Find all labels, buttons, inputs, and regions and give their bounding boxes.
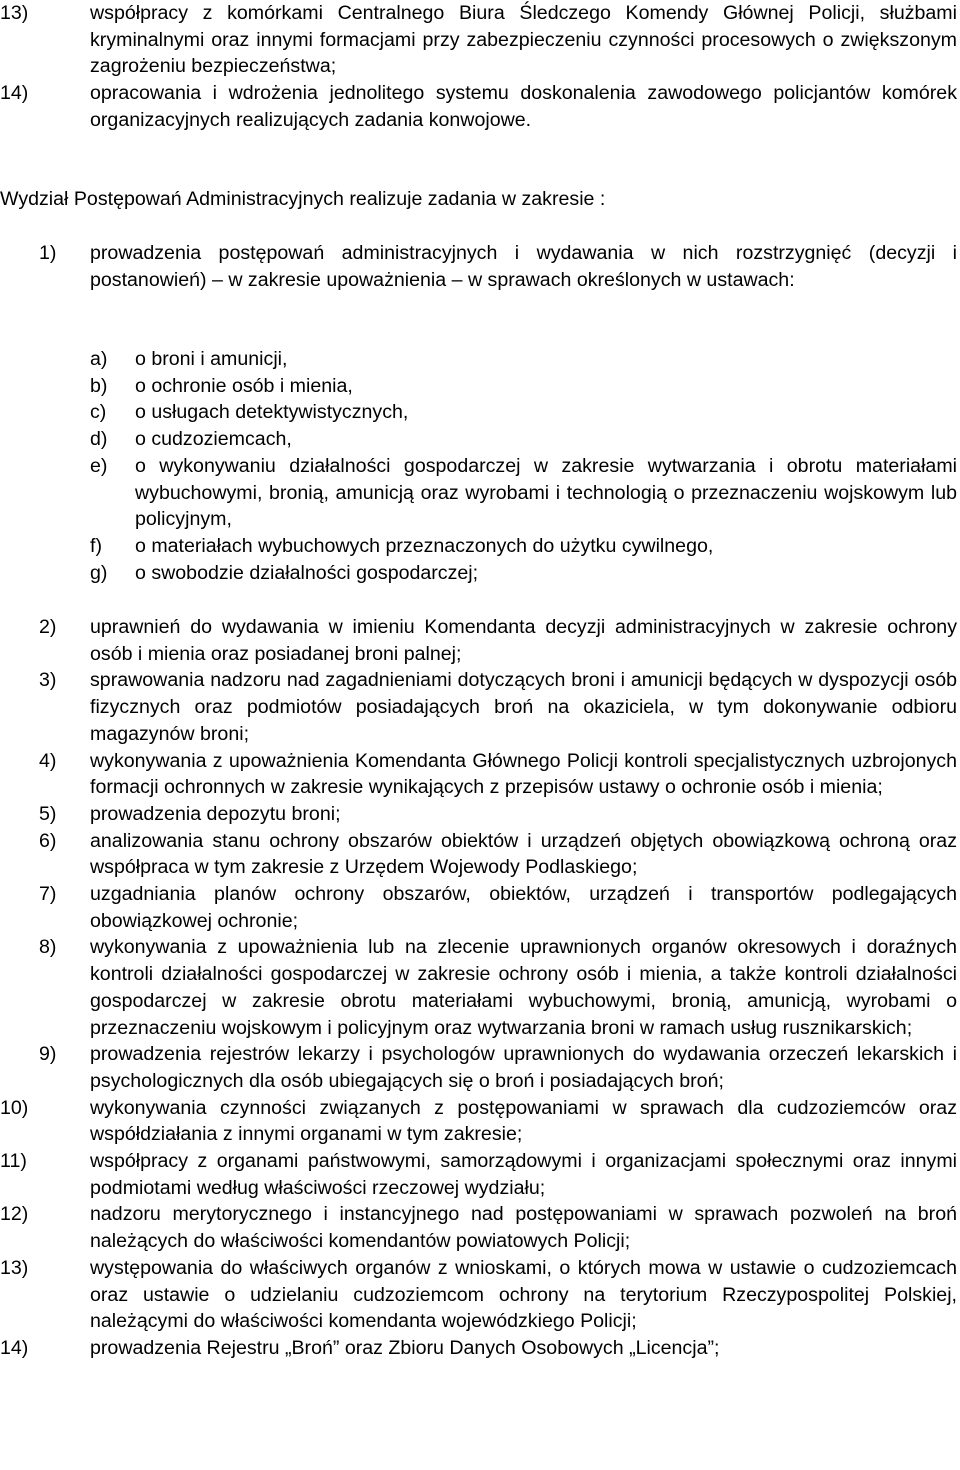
list-item	[0, 80, 958, 133]
item-text: występowania do właściwych organów z wnioskami, o których mowa w ustawie o cudzoziemcach oraz ustawie o udzielaniu cudzoziemcom ochrony na terytorium Rzeczypospolitej Polskiej, należącymi do właściwości komendanta wojewódzkiego Policji;	[90, 1256, 957, 1333]
item-text: prowadzenia postępowań administracyjnych i wydawania w nich rozstrzygnięć (decyzji i postanowień) – w zakresie upoważnienia – w sprawach określonych w ustawach:	[90, 242, 957, 291]
section-intro: Wydział Postępowań Administracyjnych realizuje zadania w zakresie :	[0, 188, 606, 210]
item-number: 12)	[0, 1203, 29, 1226]
item-number: 5)	[39, 802, 57, 825]
sub-text: o materiałach wybuchowych przeznaczonych do użytku cywilnego,	[135, 534, 714, 557]
sub-letter: e)	[90, 454, 108, 477]
item-number: 9)	[39, 1043, 57, 1066]
item-number: 10)	[0, 1096, 29, 1119]
item-number: 8)	[39, 936, 57, 959]
list-item	[0, 828, 958, 881]
item-text: współpracy z komórkami Centralnego Biura Śledczego Komendy Głównej Policji, służbami kryminalnymi oraz innymi formacjami przy zabezpieczeniu czynności procesowych o zwiększonym zagrożeniu bezpieczeństwa;	[90, 2, 957, 78]
sub-text: o wykonywaniu działalności gospodarczej w zakresie wytwarzania i obrotu materiałami wybuchowymi, bronią, amunicją oraz wyrobami i technologią o przeznaczeniu wojskowym lub policyjnym,	[135, 454, 957, 531]
item-number: 14)	[0, 82, 29, 105]
item-text: wykonywania z upoważnienia lub na zlecenie uprawnionych organów okresowych i doraźnych kontroli działalności gospodarczej w zakresie ochrony osób i mienia, a także kontroli działalności gospodarczej w zakresie obrotu materiałami wybuchowymi, bronią, amunicją, wyrobami o przeznaczeniu wojskowym i policyjnym oraz wytwarzania broni w ramach usług rusznikarskich;	[90, 936, 957, 1039]
sub-letter: c)	[90, 401, 107, 424]
sub-list-item	[0, 560, 958, 587]
sub-letter: d)	[90, 428, 108, 451]
list-item	[0, 1255, 958, 1335]
list-item	[0, 240, 958, 293]
main-numbered-list	[0, 614, 958, 1362]
item-text: analizowania stanu ochrony obszarów obiektów i urządzeń objętych obowiązkową ochroną oraz współpraca w tym zakresie z Urzędem Wojewody Podlaskiego;	[90, 829, 957, 879]
sub-letter: a)	[90, 348, 108, 370]
item-number: 11)	[0, 1150, 27, 1173]
list-item	[0, 1041, 958, 1094]
sub-list-item	[0, 426, 958, 453]
top-numbered-list	[0, 0, 958, 134]
sub-text: o ochronie osób i mienia,	[135, 374, 353, 397]
sub-list-item	[0, 399, 958, 426]
list-item	[0, 1148, 958, 1201]
list-item	[0, 1335, 958, 1362]
list-item	[0, 667, 958, 747]
sub-text: o usługach detektywistycznych,	[135, 401, 409, 424]
item-number: 13)	[0, 1256, 29, 1279]
item-number: 7)	[39, 883, 57, 906]
sub-letter: b)	[90, 374, 108, 397]
item-text: prowadzenia depozytu broni;	[90, 802, 341, 825]
item-number: 1)	[39, 242, 57, 264]
list-item	[0, 801, 958, 828]
item-text: prowadzenia Rejestru „Broń” oraz Zbioru Danych Osobowych „Licencja”;	[90, 1336, 720, 1359]
list-item	[0, 881, 958, 934]
sub-text: o cudzoziemcach,	[135, 428, 292, 451]
item-text: uzgadniania planów ochrony obszarów, obiektów, urządzeń i transportów podlegających obowiązkowej ochronie;	[90, 883, 957, 932]
sub-list-item	[0, 453, 958, 533]
list-item	[0, 1095, 958, 1148]
item-number: 4)	[39, 749, 57, 772]
list-item	[0, 748, 958, 801]
item-number: 2)	[39, 616, 57, 638]
sub-list-item	[0, 373, 958, 400]
item-text: opracowania i wdrożenia jednolitego systemu doskonalenia zawodowego policjantów komórek organizacyjnych realizujących zadania konwojowe.	[90, 82, 957, 131]
sub-letter: f)	[90, 534, 102, 557]
list-item	[0, 0, 958, 80]
sub-letter: g)	[90, 561, 108, 584]
item-text: prowadzenia rejestrów lekarzy i psychologów uprawnionych do wydawania orzeczeń lekarskich i psychologicznych dla osób ubiegających się o broń i posiadających broń;	[90, 1043, 957, 1092]
item-number: 6)	[39, 829, 57, 852]
sub-list-item	[0, 346, 958, 373]
item-text: wykonywania z upoważnienia Komendanta Głównego Policji kontroli specjalistycznych uzbrojonych formacji ochronnych w zakresie wynikających z przepisów ustawy o ochronie osób i mienia;	[90, 749, 957, 799]
list-item	[0, 1201, 958, 1254]
item-number: 13)	[0, 2, 29, 24]
sub-list-item	[0, 533, 958, 560]
item-text: współpracy z organami państwowymi, samorządowymi i organizacjami społecznymi oraz innymi podmiotami według właściwości rzeczowej wydziału;	[90, 1150, 957, 1199]
item-number: 3)	[39, 669, 57, 692]
item-text: uprawnień do wydawania w imieniu Komendanta decyzji administracyjnych w zakresie ochrony osób i mienia oraz posiadanej broni palnej;	[90, 616, 957, 665]
list-item	[0, 934, 958, 1041]
item-text: wykonywania czynności związanych z postępowaniami w sprawach dla cudzoziemców oraz współdziałania z innymi organami w tym zakresie;	[90, 1096, 957, 1146]
item-text: nadzoru merytorycznego i instancyjnego nad postępowaniami w sprawach pozwoleń na broń należących do właściwości komendantów powiatowych Policji;	[90, 1203, 957, 1253]
item-1	[0, 240, 958, 293]
sub-list	[0, 346, 958, 586]
sub-text: o broni i amunicji,	[135, 348, 288, 370]
sub-text: o swobodzie działalności gospodarczej;	[135, 561, 479, 584]
item-number: 14)	[0, 1336, 29, 1359]
item-text: sprawowania nadzoru nad zagadnieniami dotyczących broni i amunicji będących w dyspozycji osób fizycznych oraz podmiotów posiadających broń na okaziciela, w tym dokonywanie odbioru magazynów broni;	[90, 669, 957, 745]
list-item	[0, 614, 958, 667]
